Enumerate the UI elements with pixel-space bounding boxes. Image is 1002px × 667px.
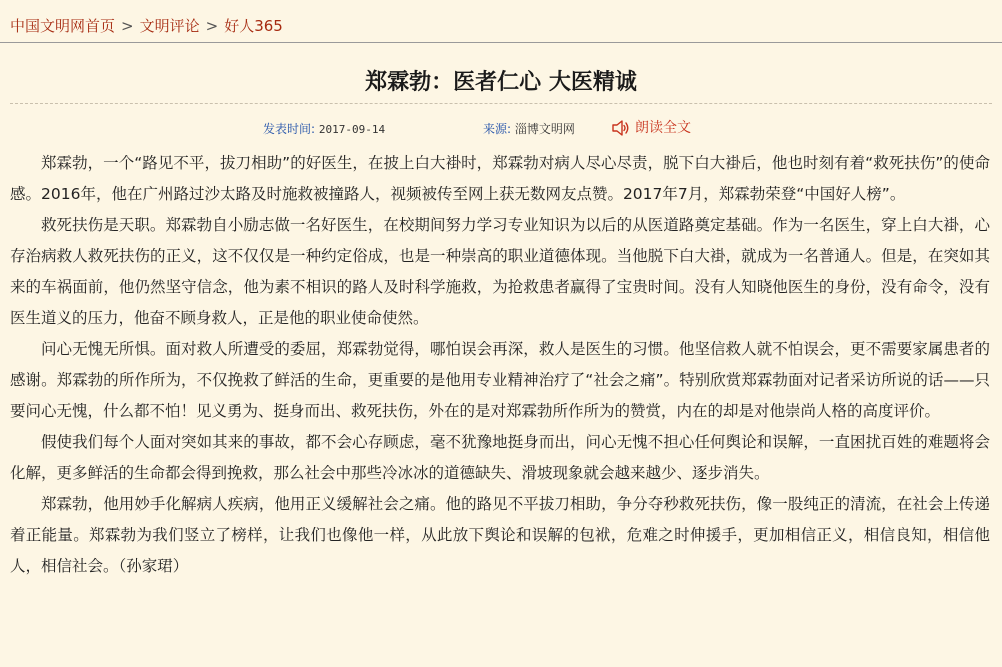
article-paragraph: 救死扶伤是天职。郑霖勃自小励志做一名好医生，在校期间努力学习专业知识为以后的从医道路奠定基础。作为一名医生，穿上白大褂，心存治病救人救死扶伤的正义，这不仅仅是一种约定俗成，也是一种崇高的职业道德体现。当他脱下白大褂，就成为一名普通人。但是，在突如其来的车祸面前，他仍然坚守信念，他为素不相识的路人及时科学施救，为抢救患者赢得了宝贵时间。没有人知晓他医生的身份，没有命令，没有医生道义的压力，他奋不顾身救人，正是他的职业使命使然。 [10,216,990,327]
header-divider [0,42,1002,43]
breadcrumb-section-link[interactable]: 文明评论 [139,17,200,35]
publish-date-label: 发表时间: [263,122,316,136]
source-value: 淄博文明网 [514,122,575,136]
breadcrumb-separator: > [205,17,219,35]
article-meta [0,118,1002,140]
breadcrumb [10,14,283,38]
read-aloud-label: 朗读全文 [635,120,691,136]
page-title: 郑霖勃：医者仁心 大医精诚 [365,69,637,95]
article-source [483,118,575,140]
speaker-icon [611,118,631,138]
article-paragraph: 假使我们每个人面对突如其来的事故，都不会心存顾虑，毫不犹豫地挺身而出，问心无愧不担心任何舆论和误解，一直困扰百姓的难题将会化解，更多鲜活的生命都会得到挽救，那么社会中那些冷冰冰的道德缺失、滑坡现象就会越来越少、逐步消失。 [10,433,990,482]
publish-date-value: 2017-09-14 [318,123,386,136]
breadcrumb-subsection-link[interactable]: 好人365 [224,17,283,35]
article-paragraph: 郑霖勃，一个“路见不平，拔刀相助”的好医生，在披上白大褂时，郑霖勃对病人尽心尽责，脱下白大褂后，他也时刻有着“救死扶伤”的使命感。2016年，他在广州路过沙太路及时施救被撞路人，视频被传至网上获无数网友点赞。2017年7月，郑霖勃荣登“中国好人榜”。 [10,154,990,203]
breadcrumb-home-link[interactable]: 中国文明网首页 [10,17,116,35]
publish-date [263,118,385,141]
breadcrumb-separator: > [121,17,134,35]
title-divider [10,103,992,104]
article-paragraph: 郑霖勃，他用妙手化解病人疾病，他用正义缓解社会之痛。他的路见不平拔刀相助，争分夺秒救死扶伤，像一股纯正的清流，在社会上传递着正能量。郑霖勃为我们竖立了榜样，让我们也像他一样，从此放下舆论和误解的包袱，危难之时伸援手，更加相信正义，相信良知，相信他人，相信社会。（孙家珺） [10,495,990,575]
article-body [10,148,990,582]
read-aloud-button[interactable] [611,117,691,139]
source-label: 来源: [483,122,512,136]
article-paragraph: 问心无愧无所惧。面对救人所遭受的委屈，郑霖勃觉得，哪怕误会再深，救人是医生的习惯。他坚信救人就不怕误会，更不需要家属患者的感谢。郑霖勃的所作所为，不仅挽救了鲜活的生命，更重要的是他用专业精神治疗了“社会之痛”。特别欣赏郑霖勃面对记者采访所说的话——只要问心无愧，什么都不怕！见义勇为、挺身而出、救死扶伤，外在的是对郑霖勃所作所为的赞赏，内在的却是对他崇尚人格的高度评价。 [10,340,990,420]
